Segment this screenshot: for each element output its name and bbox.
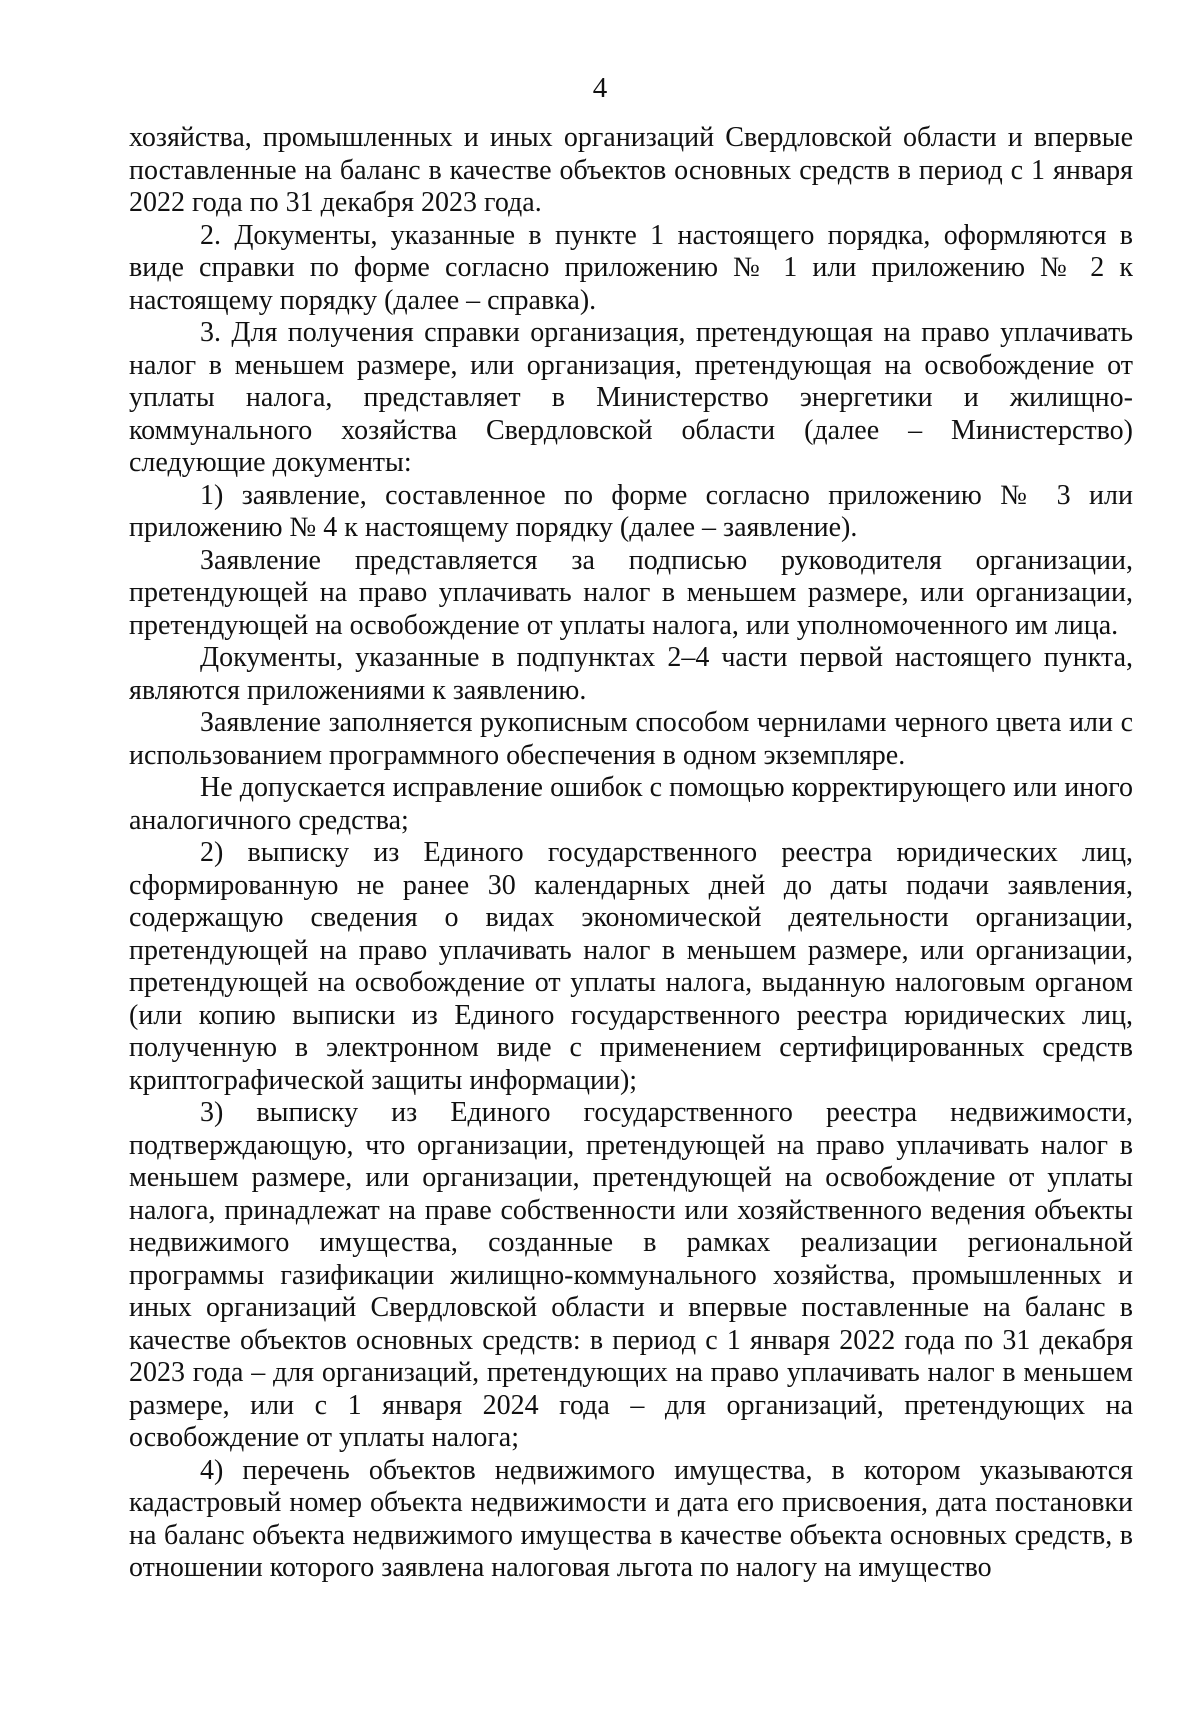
- paragraph-filling-rule: Заявление заполняется рукописным способом чернилами черного цвета или с использованием программного обеспечения в одном экземпляре.: [129, 707, 1133, 771]
- paragraph-subitem-4: 4) перечень объектов недвижимого имущества, в котором указываются кадастровый номер объекта недвижимости и дата его присвоения, дата постановки на баланс объекта недвижимого имущества в качестве объекта основных средств, в отношении которого заявлена налоговая льгота по налогу на имущество: [129, 1454, 1133, 1583]
- document-body: [129, 122, 1133, 1585]
- paragraph-continuation: хозяйства, промышленных и иных организаций Свердловской области и впервые поставленные на баланс в качестве объектов основных средств в период с 1 января 2022 года по 31 декабря 2023 года.: [129, 122, 1133, 218]
- page-number: 4: [592, 72, 608, 104]
- paragraph-item-2: 2. Документы, указанные в пункте 1 настоящего порядка, оформляются в виде справки по форме согласно приложению № 1 или приложению № 2 к настоящему порядку (далее – справка).: [129, 219, 1133, 316]
- paragraph-subitem-3: 3) выписку из Единого государственного реестра недвижимости, подтверждающую, что организации, претендующей на право уплачивать налог в меньшем размере, или организации, претендующей на освобождение от уплаты налога, принадлежат на праве собственности или хозяйственного ведения объекты недвижимого имущества, созданные в рамках реализации региональной программы газификации жилищно-коммунального хозяйства, промышленных и иных организаций Свердловской области и впервые поставленные на баланс в качестве объектов основных средств: в период с 1 января 2022 года по 31 декабря 2023 года – для организаций, претендующих на право уплачивать налог в меньшем размере, или с 1 января 2024 года – для организаций, претендующих на освобождение от уплаты налога;: [129, 1097, 1133, 1453]
- paragraph-correction-rule: Не допускается исправление ошибок с помощью корректирующего или иного аналогичного средства;: [129, 772, 1133, 836]
- paragraph-attachments-rule: Документы, указанные в подпунктах 2–4 части первой настоящего пункта, являются приложениями к заявлению.: [129, 642, 1133, 706]
- paragraph-subitem-1: 1) заявление, составленное по форме согласно приложению № 3 или приложению № 4 к настоящему порядку (далее – заявление).: [129, 479, 1133, 543]
- paragraph-signature-rule: Заявление представляется за подписью руководителя организации, претендующей на право уплачивать налог в меньшем размере, или организации, претендующей на освобождение от уплаты налога, или уполномоченного им лица.: [129, 544, 1133, 641]
- paragraph-item-3: 3. Для получения справки организация, претендующая на право уплачивать налог в меньшем размере, или организация, претендующая на освобождение от уплаты налога, представляет в Министерство энергетики и жилищно-коммунального хозяйства Свердловской области (далее – Министерство) следующие документы:: [129, 317, 1133, 478]
- paragraph-subitem-2: 2) выписку из Единого государственного реестра юридических лиц, сформированную не ранее 30 календарных дней до даты подачи заявления, содержащую сведения о видах экономической деятельности организации, претендующей на право уплачивать налог в меньшем размере, или организации, претендующей на освобождение от уплаты налога, выданную налоговым органом (или копию выписки из Единого государственного реестра юридических лиц, полученную в электронном виде с применением сертифицированных средств криптографической защиты информации);: [129, 837, 1133, 1096]
